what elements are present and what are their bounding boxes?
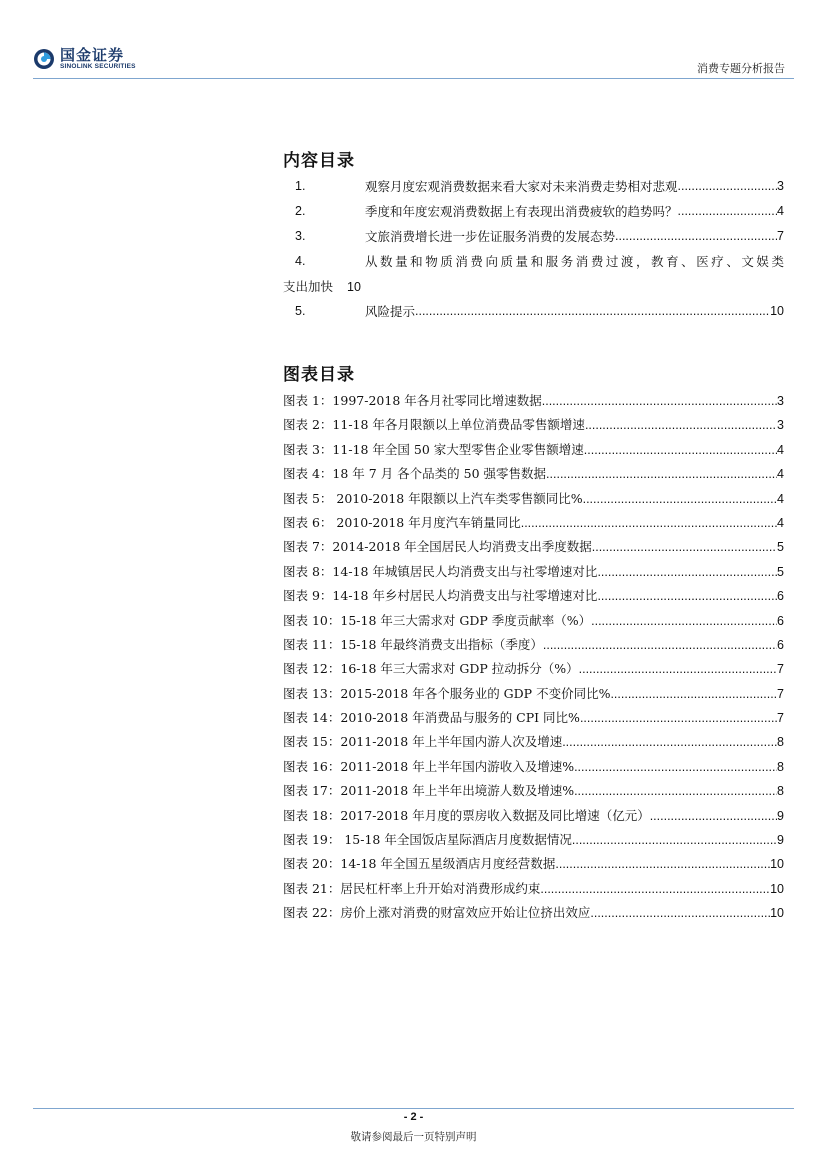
figure-entry-page: 7 xyxy=(777,686,784,701)
figure-entry-page: 4 xyxy=(777,515,784,530)
figure-entry[interactable] xyxy=(283,487,784,511)
toc-entry-title: 观察月度宏观消费数据来看大家对未来消费走势相对悲观 xyxy=(365,179,678,194)
figure-entry-title: 图表 6： 2010-2018 年月度汽车销量同比 xyxy=(283,514,521,530)
figure-entry[interactable] xyxy=(283,389,784,413)
figure-entry-page: 10 xyxy=(770,906,784,921)
toc-entry[interactable] xyxy=(283,224,784,249)
toc-entry-title: 从数量和物质消费向质量和服务消费过渡，教育、医疗、文娱类 xyxy=(365,254,784,269)
toc-entry-page: 7 xyxy=(777,229,784,243)
figure-entry[interactable] xyxy=(283,901,784,925)
figure-entry[interactable] xyxy=(283,730,784,754)
toc-entry[interactable] xyxy=(283,249,784,299)
figure-entry-page: 3 xyxy=(777,394,784,408)
figure-entry-page: 8 xyxy=(777,784,784,799)
figure-entry-title: 图表 4：18 年 7 月 各个品类的 50 强零售数据 xyxy=(283,466,547,482)
figure-entry[interactable] xyxy=(283,682,784,706)
figure-entry-title: 图表 5： 2010-2018 年限额以上汽车类零售额同比% xyxy=(283,490,583,506)
figure-entry-page: 7 xyxy=(777,711,784,726)
figure-entry-page: 6 xyxy=(777,589,784,604)
figure-entry[interactable] xyxy=(283,584,784,608)
figure-entry-title: 图表 13：2015-2018 年各个服务业的 GDP 不变价同比% xyxy=(283,685,611,701)
figure-entry[interactable] xyxy=(283,755,784,779)
figure-entry-page: 7 xyxy=(777,662,784,677)
figure-entry-page: 6 xyxy=(777,637,784,652)
figure-entry-page: 9 xyxy=(777,833,784,848)
figure-entry-title: 图表 19： 15-18 年全国饭店星际酒店月度数据情况 xyxy=(283,832,572,848)
toc-entry[interactable] xyxy=(283,199,784,224)
toc-entry[interactable] xyxy=(283,174,784,199)
figure-entry-page: 4 xyxy=(777,491,784,506)
figure-entry[interactable] xyxy=(283,804,784,828)
figure-entry-title: 图表 11：15-18 年最终消费支出指标（季度） xyxy=(283,636,543,652)
figure-entry[interactable] xyxy=(283,706,784,730)
figure-entry-title: 图表 12：16-18 年三大需求对 GDP 拉动拆分（%） xyxy=(283,661,579,677)
figure-entry-page: 8 xyxy=(777,735,784,750)
toc-entry-number: 4. xyxy=(295,254,306,268)
toc-entry-page: 3 xyxy=(777,179,784,193)
figure-entry[interactable] xyxy=(283,779,784,803)
figure-entry[interactable] xyxy=(283,413,784,437)
report-type-label: 消费专题分析报告 xyxy=(697,62,785,75)
figure-entry[interactable] xyxy=(283,852,784,876)
figure-entry-page: 3 xyxy=(777,418,784,433)
figure-entry-page: 10 xyxy=(770,881,784,896)
contents-list xyxy=(283,174,784,324)
figure-entry[interactable] xyxy=(283,535,784,559)
figure-entry-title: 图表 18：2017-2018 年月度的票房收入数据及同比增速（亿元） xyxy=(283,807,650,823)
figure-entry-page: 10 xyxy=(770,857,784,872)
figure-entry-page: 4 xyxy=(777,442,784,457)
figure-entry[interactable] xyxy=(283,828,784,852)
figure-entry-page: 6 xyxy=(777,613,784,628)
logo-english-name: SINOLINK SECURITIES xyxy=(60,63,136,70)
figure-entry-title: 图表 3：11-18 年全国 50 家大型零售企业零售额增速 xyxy=(283,441,584,457)
logo-chinese-name: 国金证券 xyxy=(60,46,125,64)
figure-entry-title: 图表 20：14-18 年全国五星级酒店月度经营数据 xyxy=(283,856,556,872)
toc-entry-number: 3. xyxy=(295,229,306,243)
figure-entry[interactable] xyxy=(283,877,784,901)
toc-entry[interactable] xyxy=(283,299,784,324)
toc-entry-number: 1. xyxy=(295,179,306,193)
figure-entry-title: 图表 15：2011-2018 年上半年国内游人次及增速 xyxy=(283,734,563,750)
page-number: - 2 - xyxy=(403,1111,424,1123)
figure-entry-title: 图表 21：居民杠杆率上升开始对消费形成约束 xyxy=(283,880,541,896)
figure-entry[interactable] xyxy=(283,560,784,584)
figure-entry[interactable] xyxy=(283,438,784,462)
toc-entry-page: 10 xyxy=(347,280,361,294)
figure-entry-page: 4 xyxy=(777,467,784,482)
figure-entry[interactable] xyxy=(283,657,784,681)
figure-entry-title: 图表 14：2010-2018 年消费品与服务的 CPI 同比% xyxy=(283,710,580,726)
figure-entry-page: 9 xyxy=(777,808,784,823)
figure-entry-title: 图表 8：14-18 年城镇居民人均消费支出与社零增速对比 xyxy=(283,563,598,579)
figure-entry-page: 8 xyxy=(777,759,784,774)
figure-entry-title: 图表 16：2011-2018 年上半年国内游收入及增速% xyxy=(283,758,575,774)
toc-entry-page: 4 xyxy=(777,204,784,218)
company-logo xyxy=(33,47,136,71)
disclaimer-note: 敬请参阅最后一页特别声明 xyxy=(350,1131,477,1143)
toc-entry-page: 10 xyxy=(770,304,784,318)
figure-entry-title: 图表 10：15-18 年三大需求对 GDP 季度贡献率（%） xyxy=(283,612,592,628)
toc-entry-title-continued: 支出加快 xyxy=(283,279,334,294)
footer-divider xyxy=(33,1108,794,1109)
figure-entry[interactable] xyxy=(283,633,784,657)
figure-entry-title: 图表 9：14-18 年乡村居民人均消费支出与社零增速对比 xyxy=(283,588,598,604)
header-divider xyxy=(33,78,794,79)
contents-title: 内容目录 xyxy=(283,151,355,171)
figures-title: 图表目录 xyxy=(283,365,355,385)
figure-entry-title: 图表 2：11-18 年各月限额以上单位消费品零售额增速 xyxy=(283,417,585,433)
figure-entry-page: 5 xyxy=(777,540,784,555)
figure-entry-title: 图表 7：2014-2018 年全国居民人均消费支出季度数据 xyxy=(283,539,592,555)
figure-entry[interactable] xyxy=(283,462,784,486)
figure-entry-title: 图表 1：1997-2018 年各月社零同比增速数据 xyxy=(283,393,542,408)
figure-entry-title: 图表 17：2011-2018 年上半年出境游人数及增速% xyxy=(283,783,575,799)
toc-entry-number: 2. xyxy=(295,204,306,218)
figure-entry[interactable] xyxy=(283,609,784,633)
figure-entry-title: 图表 22：房价上涨对消费的财富效应开始让位挤出效应 xyxy=(283,905,591,921)
toc-entry-title: 风险提示 xyxy=(365,304,416,319)
sinolink-logo-icon xyxy=(33,48,55,70)
toc-entry-title: 文旅消费增长进一步佐证服务消费的发展态势 xyxy=(365,229,616,244)
figure-entry[interactable] xyxy=(283,511,784,535)
toc-entry-number: 5. xyxy=(295,304,306,318)
figures-list xyxy=(283,389,784,926)
page-header xyxy=(0,0,827,80)
figure-entry-page: 5 xyxy=(777,564,784,579)
toc-entry-title: 季度和年度宏观消费数据上有表现出消费疲软的趋势吗？ xyxy=(365,204,678,219)
